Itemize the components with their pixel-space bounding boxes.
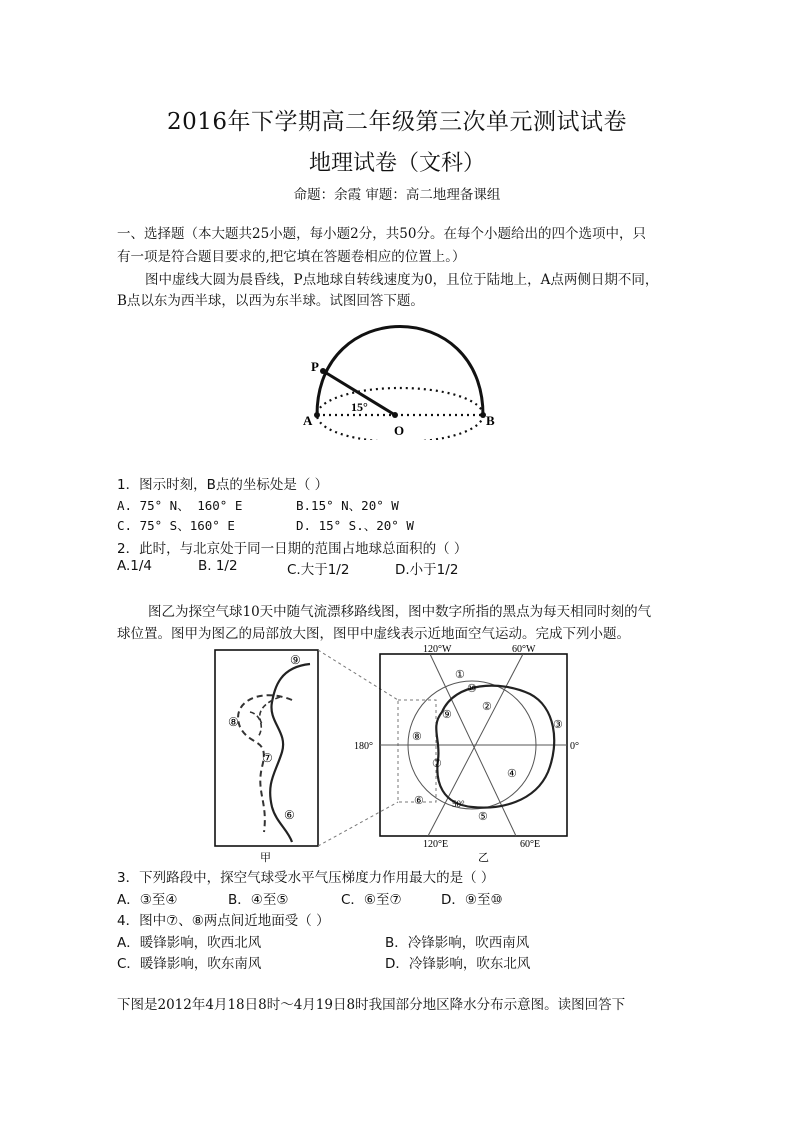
yi-label: 乙: [478, 852, 489, 864]
balloon-route-figure: [210, 642, 580, 867]
yi-num-9: ⑨: [442, 709, 452, 721]
q2-option-c: C.大于1/2: [287, 562, 350, 578]
q1-option-a: A. 75° N、 160° E: [117, 498, 243, 513]
passage1-line2: B点以东为西半球，以西为东半球。试图回答下题。: [117, 293, 424, 309]
label-o: O: [394, 423, 405, 438]
jia-frame: [215, 650, 318, 846]
yi-lon-120w: 120°W: [423, 644, 452, 655]
label-b: B: [486, 413, 495, 428]
yi-num-8: ⑧: [412, 731, 422, 743]
yi-lat-50: 50°: [452, 799, 465, 809]
q4-option-a: A．暖锋影响，吹西北风: [117, 935, 262, 951]
jia-num-8: ⑧: [228, 715, 239, 729]
q2-option-a: A.1/4: [117, 558, 153, 574]
q3-option-b: B．④至⑤: [228, 892, 289, 908]
yi-num-6: ⑥: [414, 795, 424, 807]
yi-lon-60w: 60°W: [512, 644, 536, 655]
yi-zoom-box: [398, 700, 436, 802]
label-a: A: [303, 413, 313, 428]
q4-option-d: D．冷锋影响，吹东北风: [385, 956, 531, 972]
q4-stem: 4．图中⑦、⑧两点间近地面受（ ）: [117, 913, 330, 929]
jia-num-9: ⑨: [290, 653, 301, 667]
yi-num-10: ⑩: [467, 683, 477, 695]
jia-num-7: ⑦: [262, 751, 273, 765]
jia-num-6: ⑥: [284, 808, 295, 822]
q1-stem: 1．图示时刻，B点的坐标处是（ ）: [117, 477, 329, 493]
yi-lon-60e: 60°E: [520, 839, 541, 850]
yi-num-4: ④: [507, 768, 517, 780]
yi-num-7: ⑦: [432, 758, 442, 770]
q4-option-b: B．冷锋影响，吹西南风: [385, 935, 530, 951]
passage2-line2: 球位置。图甲为图乙的局部放大图，图甲中虚线表示近地面空气运动。完成下列小题。: [117, 626, 630, 642]
q3-option-c: C．⑥至⑦: [341, 892, 402, 908]
section-intro-line2: 有一项是符合题目要求的,把它填在答题卷相应的位置上。）: [117, 249, 466, 265]
yi-num-2: ②: [482, 701, 492, 713]
q4-option-c: C．暖锋影响，吹东南风: [117, 956, 262, 972]
yi-num-5: ⑤: [478, 811, 488, 823]
passage2-line1: 图乙为探空气球10天中随气流漂移路线图，图中数字所指的黑点为每天相同时刻的气: [148, 604, 652, 620]
yi-lon-120e: 120°E: [423, 839, 449, 850]
exam-authors: 命题：余霞 审题：高二地理备课组: [293, 187, 501, 203]
q1-option-d: D. 15° S.、20° W: [296, 518, 414, 533]
yi-lon-180: 180°: [354, 741, 373, 752]
yi-num-3: ③: [553, 719, 563, 731]
label-p: P: [311, 359, 319, 374]
q2-option-d: D.小于1/2: [395, 562, 459, 578]
terminator-figure: [295, 305, 505, 440]
jia-label: 甲: [260, 852, 271, 864]
angle-label: 15°: [351, 400, 368, 414]
point-a: [314, 412, 320, 418]
jia-surface-wind-2: [250, 697, 280, 737]
section-intro-line1: 一、选择题（本大题共25小题，每小题2分，共50分。在每个小题给出的四个选项中，只: [117, 226, 646, 242]
q2-option-b: B. 1/2: [198, 558, 238, 574]
zoom-connector-top: [318, 650, 398, 700]
yi-num-1: ①: [455, 669, 465, 681]
passage3-line1: 下图是2012年4月18日8时～4月19日8时我国部分地区降水分布示意图。读图回答下: [117, 997, 626, 1013]
exam-subtitle: 地理试卷（文科）: [308, 151, 485, 176]
yi-lon-0: 0°: [570, 741, 579, 752]
passage1-line1: 图中虚线大圆为晨昏线，P点地球自转线速度为0，且位于陆地上，A点两侧日期不同，: [145, 272, 659, 288]
point-o: [392, 412, 398, 418]
q1-option-b: B.15° N、20° W: [296, 498, 399, 513]
zoom-connector-bottom: [318, 802, 398, 846]
q2-stem: 2．此时，与北京处于同一日期的范围占地球总面积的（ ）: [117, 541, 468, 557]
q3-option-a: A．③至④: [117, 892, 178, 908]
q1-option-c: C. 75° S、160° E: [117, 518, 235, 533]
exam-title: 2016年下学期高二年级第三次单元测试试卷: [166, 109, 628, 135]
q3-option-d: D．⑨至⑩: [441, 892, 503, 908]
point-p: [320, 368, 326, 374]
great-circle-arc: [317, 327, 483, 416]
q3-stem: 3．下列路段中，探空气球受水平气压梯度力作用最大的是（ ）: [117, 870, 495, 886]
